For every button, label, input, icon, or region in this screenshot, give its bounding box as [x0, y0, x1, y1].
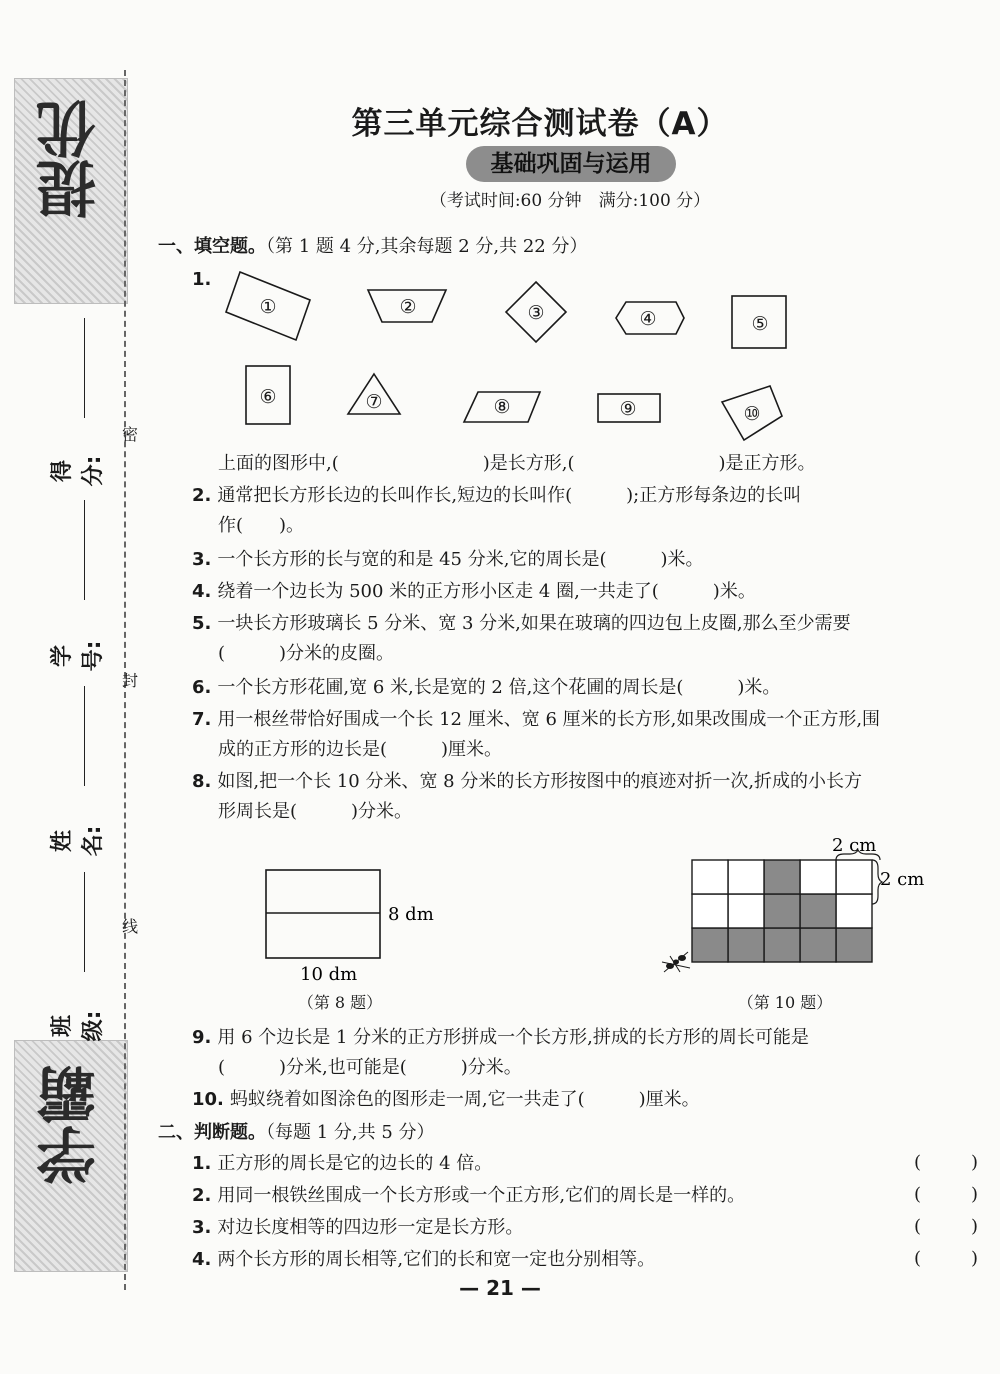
judge-2-answer[interactable]	[914, 1184, 978, 1205]
judge-item	[192, 1212, 523, 1243]
q7-num: 7.	[192, 709, 212, 730]
paren-open: (	[914, 1184, 922, 1205]
q10-side-cell-label: 2 cm	[880, 869, 925, 890]
shape-label-10: ⑩	[743, 403, 761, 425]
q9-line1: 用 6 个边长是 1 分米的正方形拼成一个长方形,拼成的长方形的周长可能是	[217, 1027, 809, 1048]
q10-grid-cell	[692, 928, 728, 962]
q10-grid-cell	[692, 894, 728, 928]
q8-num: 8.	[192, 771, 212, 792]
q10-grid-cell	[836, 894, 872, 928]
q2-line1: 通常把长方形长边的长叫作长,短边的长叫作( );正方形每条边的长叫	[217, 485, 802, 506]
q8-line2: 形周长是( )分米。	[218, 801, 413, 822]
exam-info: （考试时间:60 分钟 满分:100 分）	[429, 191, 711, 211]
q1-text: 上面的图形中,( )是长方形,( )是正方形。	[218, 453, 816, 474]
sidebar-top-badge-text: 提优	[36, 99, 106, 219]
judge-3-num: 3.	[192, 1217, 212, 1238]
name-field-label: 姓名:	[50, 825, 106, 857]
judge-2-text: 用同一根铁丝围成一个长方形或一个正方形,它们的周长是一样的。	[217, 1185, 746, 1206]
q10-num: 10.	[192, 1089, 224, 1110]
section1-note: （第 1 题 4 分,其余每题 2 分,共 22 分）	[266, 236, 588, 257]
shape-label-8: ⑧	[493, 396, 511, 418]
section2-note: （每题 1 分,共 5 分）	[266, 1122, 435, 1143]
seal-char-feng: 封	[122, 671, 139, 690]
q10-grid-cell	[800, 928, 836, 962]
subtitle-badge: 基础巩固与运用	[466, 146, 676, 182]
q4-num: 4.	[192, 581, 212, 602]
judge-item	[192, 1244, 655, 1275]
q1-num: 1.	[192, 269, 212, 290]
class-field-label: 班级:	[50, 1010, 106, 1042]
judge-item	[192, 1180, 745, 1211]
q2-line2: 作( )。	[218, 515, 305, 536]
shape-label-6: ⑥	[259, 386, 277, 408]
section1-title: 一、填空题。	[158, 236, 266, 257]
q5-num: 5.	[192, 613, 212, 634]
q10-grid-cell	[764, 894, 800, 928]
q8-caption: （第 8 题）	[297, 993, 383, 1012]
judge-2-num: 2.	[192, 1185, 212, 1206]
q7-line2: 成的正方形的边长是( )厘米。	[218, 739, 503, 760]
shape-label-7: ⑦	[365, 391, 383, 413]
judge-3-text: 对边长度相等的四边形一定是长方形。	[217, 1217, 524, 1238]
judge-4-answer[interactable]	[914, 1248, 978, 1269]
paren-close: )	[970, 1152, 978, 1173]
seal-char-xian: 线	[122, 917, 139, 936]
shape-label-5: ⑤	[751, 313, 769, 335]
q10-text: 蚂蚁绕着如图涂色的图形走一周,它一共走了( )厘米。	[229, 1089, 700, 1110]
judge-1-num: 1.	[192, 1153, 212, 1174]
sidebar-bottom-badge	[14, 1040, 128, 1272]
q6-num: 6.	[192, 677, 212, 698]
paren-open: (	[914, 1216, 922, 1237]
q6-text: 一个长方形花圃,宽 6 米,长是宽的 2 倍,这个花圃的周长是( )米。	[217, 677, 781, 698]
paren-close: )	[970, 1248, 978, 1269]
q10-grid-cell	[800, 860, 836, 894]
shape-label-9: ⑨	[619, 398, 637, 420]
q8-width-label: 10 dm	[300, 964, 358, 985]
q10	[192, 1084, 700, 1115]
judge-item	[192, 1148, 492, 1179]
score-field-label: 得分:	[50, 455, 106, 487]
q10-grid-cell	[728, 928, 764, 962]
sidebar-bottom-badge-text: 学霸	[36, 1065, 106, 1185]
q3-text: 一个长方形的长与宽的和是 45 分米,它的周长是( )米。	[217, 549, 704, 570]
paren-close: )	[970, 1216, 978, 1237]
judge-1-answer[interactable]	[914, 1152, 978, 1173]
q3-num: 3.	[192, 549, 212, 570]
judge-4-text: 两个长方形的周长相等,它们的长和宽一定也分别相等。	[217, 1249, 656, 1270]
q9-num: 9.	[192, 1027, 212, 1048]
q10-grid-cell	[836, 860, 872, 894]
shape-label-1: ①	[259, 296, 277, 318]
paren-open: (	[914, 1248, 922, 1269]
page-number: — 21 —	[459, 1276, 541, 1300]
q10-grid-cell	[728, 860, 764, 894]
q10-grid-cell	[728, 894, 764, 928]
shape-label-4: ④	[639, 308, 657, 330]
student-id-field-label: 学号:	[50, 640, 106, 672]
q10-top-cell-label: 2 cm	[832, 835, 877, 856]
paren-open: (	[914, 1152, 922, 1173]
q2-num: 2.	[192, 485, 212, 506]
seal-char-mi: 密	[122, 425, 139, 444]
q10-grid-cell	[836, 928, 872, 962]
section2-title: 二、判断题。	[158, 1122, 266, 1143]
q5-line1: 一块长方形玻璃长 5 分米、宽 3 分米,如果在玻璃的四边包上皮圈,那么至少需要	[217, 613, 851, 634]
shape-label-2: ②	[399, 296, 417, 318]
page-title: 第三单元综合测试卷（A）	[351, 106, 729, 142]
ant-icon	[662, 952, 690, 972]
q9	[192, 1022, 809, 1053]
q10-grid-cell	[764, 860, 800, 894]
q10-grid-cell	[692, 860, 728, 894]
q10-grid-cell	[764, 928, 800, 962]
judge-1-text: 正方形的周长是它的边长的 4 倍。	[217, 1153, 493, 1174]
q4-text: 绕着一个边长为 500 米的正方形小区走 4 圈,一共走了( )米。	[217, 581, 756, 602]
shape-label-3: ③	[527, 302, 545, 324]
q8-height-label: 8 dm	[388, 904, 434, 925]
q5-line2: ( )分米的皮圈。	[218, 643, 395, 664]
paren-close: )	[970, 1184, 978, 1205]
q8-line1: 如图,把一个长 10 分米、宽 8 分米的长方形按图中的痕迹对折一次,折成的小长方	[217, 771, 863, 792]
section2-heading	[158, 1118, 435, 1144]
q7-line1: 用一根丝带恰好围成一个长 12 厘米、宽 6 厘米的长方形,如果改围成一个正方形,围	[217, 709, 881, 730]
q10-grid-cell	[800, 894, 836, 928]
q9-line2: ( )分米,也可能是( )分米。	[218, 1057, 522, 1078]
q10-caption: （第 10 题）	[737, 993, 833, 1012]
judge-4-num: 4.	[192, 1249, 212, 1270]
judge-3-answer[interactable]	[914, 1216, 978, 1237]
